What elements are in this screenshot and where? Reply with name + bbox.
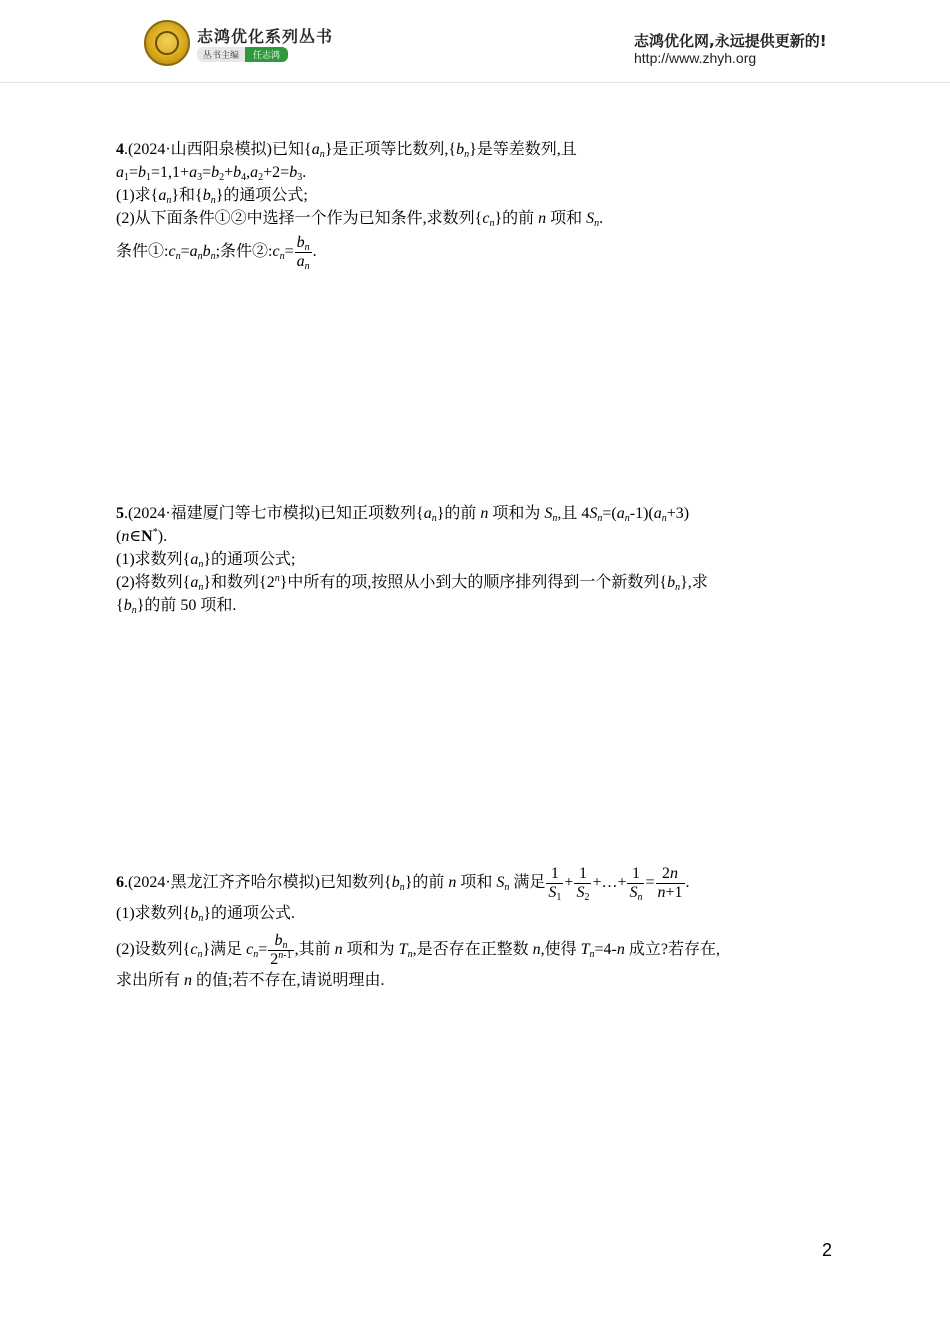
problem-part-1: (1)求数列$\{b_n\}$的通项公式. — [116, 905, 296, 924]
problem-part-2: (2)设数列$\{c_n\}$满足 $c_n=$ $\frac{b_n}{2^{n-1}}$ ,其前 n 项和为 $T_n$,是否存在正整数 n,使得 $T_n=4-n$ 成立?若存在, — [116, 931, 720, 968]
problem-stem: 6.(2024·黑龙江齐齐哈尔模拟)已知数列$\{b_n\}$的前 n 项和 $S_n$ 满足 $\frac{1}{S_1}$ + $\frac{1}{S_2}$ +…+ $\frac{1}{S_n}$ = $\frac{2n}{n+1}$ . — [116, 864, 690, 903]
site-url[interactable]: http://www.zhyh.org — [634, 50, 757, 66]
fraction-bn-over-an: $\frac{b_n}{a_n}$ — [296, 234, 310, 272]
page-number: 2 — [822, 1240, 833, 1260]
problem-source: .(2024·山西阳泉模拟) — [124, 141, 272, 158]
problem-source: .(2024·福建厦门等七市模拟) — [124, 505, 320, 522]
header-divider — [0, 82, 950, 83]
editor-label: 丛书主编 — [197, 47, 245, 62]
problem-number: 6 — [116, 874, 124, 891]
problem-part-1: (1)求$\{a_n\}$和$\{b_n\}$的通项公式; — [116, 187, 308, 206]
problem-source: .(2024·黑龙江齐齐哈尔模拟) — [124, 874, 320, 891]
brand-title: 志鸿优化系列丛书 — [197, 27, 334, 46]
problem-part-2-cont: 求出所有 n 的值;若不存在,请说明理由. — [116, 972, 385, 989]
brand-subtitle — [197, 47, 288, 62]
fraction-1-over-s1: $\frac{1}{S_1}$ — [548, 864, 562, 903]
problem-5 — [116, 502, 836, 617]
problem-number: 4 — [116, 141, 124, 158]
problem-stem: 5.(2024·福建厦门等七市模拟)已知正项数列$\{a_n\}$的前 n 项和为 $S_n$,且 $4S_n=(a_n-1)(a_n+3)$ — [116, 505, 690, 524]
problem-part-2-cont: $\{b_n\}$的前 50 项和. — [116, 597, 237, 616]
fraction-1-over-sn: $\frac{1}{S_n}$ — [629, 864, 643, 903]
brand-logo-icon — [144, 20, 190, 66]
problem-6 — [116, 858, 836, 992]
problem-stem: 4.(2024·山西阳泉模拟)已知$\{a_n\}$是正项等比数列$,\{b_n\}$是等差数列,且 — [116, 141, 577, 160]
problem-conditions: $a_1=b_1=1,1+a_3=b_2+b_4,a_2+2=b_3$. — [116, 164, 307, 183]
problem-part-1: (1)求数列$\{a_n\}$的通项公式; — [116, 551, 296, 570]
problem-domain: (n∈N*). — [116, 527, 168, 545]
fraction-2n-over-n-plus-1: $\frac{2n}{n+1}$ — [657, 864, 683, 901]
problem-number: 5 — [116, 505, 124, 522]
editor-name: 任志鸿 — [245, 47, 288, 62]
fraction-bn-over-2-pow: $\frac{b_n}{2^{n-1}}$ — [270, 931, 292, 968]
problem-part-2: (2)从下面条件①②中选择一个作为已知条件,求数列$\{c_n\}$的前 n 项和 $S_n$. — [116, 210, 604, 229]
page-header — [0, 0, 950, 80]
problem-part-2: (2)将数列$\{a_n\}$和数列{2$^n$}中所有的项,按照从小到大的顺序排列得到一个新数列$\{b_n\}$,求 — [116, 573, 708, 593]
problem-choices: 条件$①:c_n=a_nb_n$;条件$②:c_n=$ $\frac{b_n}{a_n}$ . — [116, 234, 317, 272]
fraction-1-over-s2: $\frac{1}{S_2}$ — [576, 864, 590, 903]
site-slogan: 志鸿优化网,永远提供更新的! — [634, 32, 827, 50]
problem-4 — [116, 138, 836, 271]
